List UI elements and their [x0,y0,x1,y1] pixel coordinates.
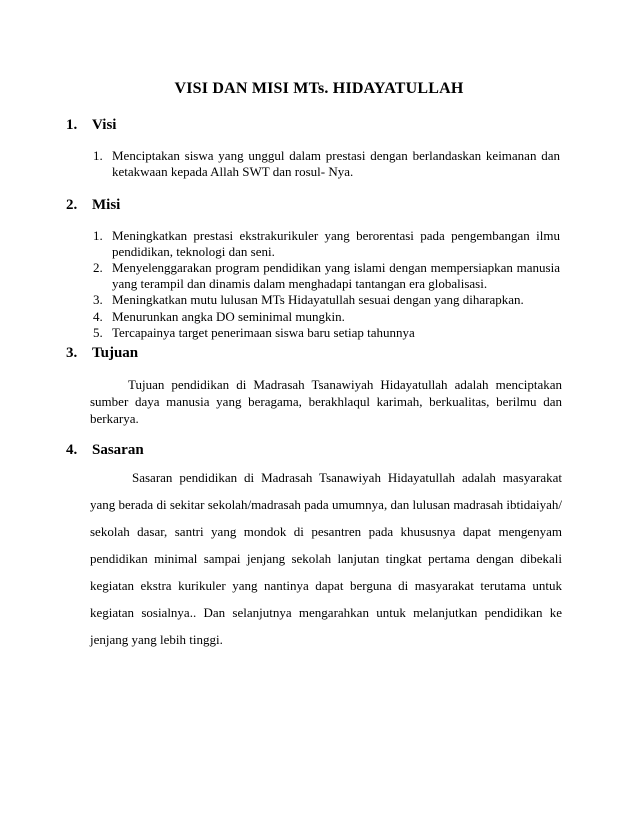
section-number: 1. [66,117,78,133]
tujuan-paragraph: Tujuan pendidikan di Madrasah Tsanawiyah Hidayatullah adalah menciptakan sumber daya manusia yang beragama, berakhlaqul karimah, berkualitas, berilmu dan berkarya. [90,377,562,426]
list-item [90,260,560,291]
section-title: Sasaran [92,442,144,458]
document-title: VISI DAN MISI MTs. HIDAYATULLAH [174,80,464,97]
section-number: 4. [66,442,78,458]
list-item [90,292,560,308]
item-number: 5. [93,325,103,340]
item-number: 2. [93,260,103,275]
section-title: Misi [92,197,121,213]
section-number: 2. [66,197,78,213]
list-item [90,148,560,179]
item-number: 3. [93,292,103,307]
section-title: Tujuan [92,345,139,361]
list-item [90,228,560,259]
section-title: Visi [92,117,117,133]
section-heading-tujuan [66,345,138,362]
item-number: 1. [93,228,103,243]
misi-list [90,228,560,342]
visi-list [90,148,560,179]
list-item [90,325,560,341]
item-text: Meningkatkan prestasi ekstrakurikuler yang berorentasi pada pengembangan ilmu pendidikan, teknologi dan seni. [112,228,560,259]
item-text: Tercapainya target penerimaan siswa baru setiap tahunnya [112,325,415,340]
section-number: 3. [66,345,78,361]
item-number: 4. [93,308,103,324]
section-heading-visi [66,117,116,134]
section-heading-misi [66,197,120,214]
item-text: Meningkatkan mutu lulusan MTs Hidayatullah sesuai dengan yang diharapkan. [112,292,524,307]
list-item [90,309,560,325]
item-text: Menurunkan angka DO seminimal mungkin. [112,308,345,324]
item-text: Menyelenggarakan program pendidikan yang islami dengan mempersiapkan manusia yang terampil dan dinamis dalam menghadapi tantangan era globalisasi. [112,260,560,291]
sasaran-paragraph: Sasaran pendidikan di Madrasah Tsanawiyah Hidayatullah adalah masyarakat yang berada di sekitar sekolah/madrasah pada umumnya, dan lulusan madrasah ibtidaiyah/ sekolah dasar, santri yang mondok di pesantren pada khususnya dapat mengenyam pendidikan minimal sampai jenjang sekolah lanjutan tingkat pertama dengan dibekali kegiatan ekstra kurikuler yang nantinya dapat berguna di masyarakat terutama untuk kegiatan sosialnya.. Dan selanjutnya mengarahkan untuk melanjutkan pendidikan ke jenjang yang lebih tinggi. [90,470,562,647]
item-text: Menciptakan siswa yang unggul dalam prestasi dengan berlandaskan keimanan dan ketakwaan kepada Allah SWT dan rosul- Nya. [112,148,560,179]
section-heading-sasaran [66,442,144,459]
item-number: 1. [93,148,103,163]
